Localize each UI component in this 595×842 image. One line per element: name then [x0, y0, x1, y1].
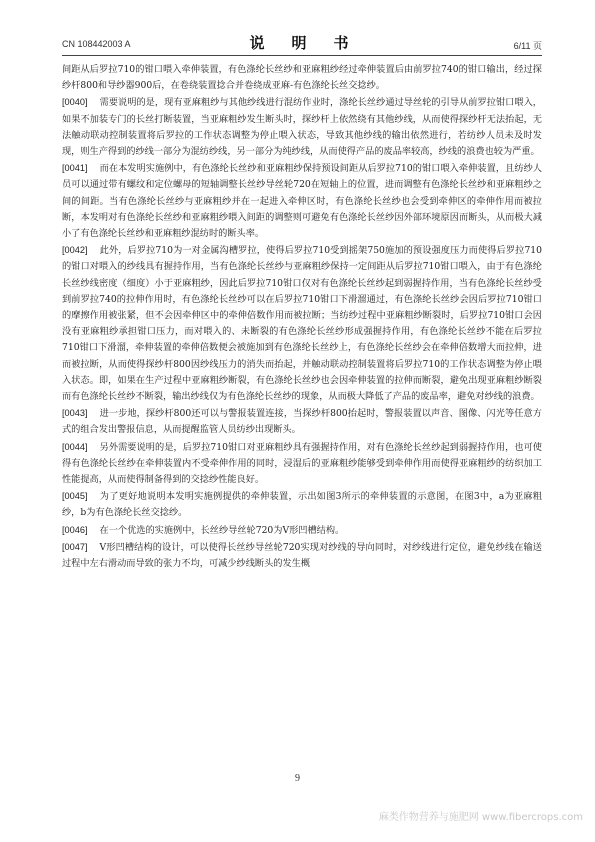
paragraph-number: [0043] [62, 408, 88, 419]
paragraph-text: 间距从后罗拉710的钳口喂入牵伸装置，有色涤纶长丝纱和亚麻粗纱经过牵伸装置后由前罗拉740的钳口输出，经过探纱杆800和导纱器900后，在卷绕装置捻合并卷绕成亚麻-有色涤纶长丝交捻纱。 [62, 64, 542, 92]
paragraph-number: [0046] [62, 524, 88, 535]
paragraph-text: 在一个优选的实施例中，长丝纱导丝轮720为V形凹槽结构。 [99, 524, 345, 536]
paragraph [62, 94, 542, 160]
document-body [62, 62, 542, 762]
page-number: 9 [295, 773, 300, 784]
patent-number: CN 108442003 A [62, 39, 131, 49]
document-title: 说 明 书 [249, 35, 355, 52]
paragraph-text: 需要说明的是，现有亚麻粗纱与其他纱线进行混纺作业时，涤纶长丝纱通过导丝轮的引导从前罗拉钳口喂入，如果不加装专门的长丝打断装置，当亚麻粗纱发生断头时，探纱杆上依然绕有其他纱线，从而使得探纱杆无法抬起，无法触动联动控制装置将后罗拉的工作状态调整为停止喂入状态，导致其他纱线的输出依然进行，若纺纱人员未及时发现，则生产得到的纱线一部分为混纺纱线，另一部分为纯纱线，从而使得产品的废品率较高，纱线的浪费也较为严重。 [62, 97, 542, 158]
paragraph-number: [0041] [62, 163, 88, 174]
paragraph-text: 此外，后罗拉710为一对金属沟槽罗拉，使得后罗拉710受到摇架750施加的预设强度压力而使得后罗拉710的钳口对喂入的纱线具有握持作用，当有色涤纶长丝纱与亚麻粗纱保持一定间距从后罗拉710钳口喂入，由于有色涤纶长丝纱线密度（细度）小于亚麻粗纱，因此后罗拉710钳口仅对有色涤纶长丝纱起到弱握持作用，当有色涤纶长丝纱受到前罗拉740的拉伸作用时，有色涤纶长丝纱可以在后罗拉710钳口下滑溜通过，有色涤纶长丝纱会因后罗拉710钳口的摩擦作用被张紧，但不会因牵伸区中的牵伸倍数作用而被拉断；当纺纱过程中亚麻粗纱断裂时，后罗拉710钳口会因没有亚麻粗纱承担钳口压力，而对喂入的、未断裂的有色涤纶长丝纱形成强握持作用，有色涤纶长丝纱不能在后罗拉710钳口下滑溜，牵伸装置的牵伸倍数便会被施加到有色涤纶长丝纱上，有色涤纶长丝纱会在牵伸倍数增大而拉伸，进而被拉断，从而使得探纱杆800因纱线压力的消失而抬起，并触动联动控制装置将后罗拉710的工作状态调整为停止喂入状态。即，如果在生产过程中亚麻粗纱断裂，有色涤纶长丝纱也会因牵伸装置的拉伸而断裂，避免出现亚麻粗纱断裂而有色涤纶长丝纱不断裂，输出纱线仅为有色涤纶长丝纱的现象，从而极大降低了产品的废品率，避免对纱线的浪费。 [62, 245, 542, 403]
site-watermark: 麻类作物营养与施肥网 www.fibercrops.com [378, 812, 583, 823]
paragraph [62, 62, 542, 94]
paragraph-text: 而在本发明实施例中，有色涤纶长丝纱和亚麻粗纱保持预设间距从后罗拉710的钳口喂入牵伸装置，且纺纱人员可以通过带有螺纹和定位螺母的短轴调整长丝纱导丝轮720在短轴上的位置，进而调整有色涤纶长丝纱和亚麻粗纱之间的间距。当有色涤纶长丝纱与亚麻粗纱并在一起进入牵伸区时，有色涤纶长丝纱也会受到牵伸区的牵伸作用而被拉断，本发明对有色涤纶长丝纱和亚麻粗纱喂入间距的调整则可避免有色涤纶长丝纱因外部环境原因而断头，从而极大减小了有色涤纶长丝纱和亚麻粗纱混纺时的断头率。 [62, 163, 542, 240]
paragraph-number: [0047] [62, 541, 88, 552]
paragraph-text: V形凹槽结构的设计，可以使得长丝纱导丝轮720实现对纱线的导向同时，对纱线进行定位，避免纱线在输送过程中左右滑动而导致的张力不均，可减少纱线断头的发生概 [62, 541, 542, 570]
paragraph [62, 488, 542, 521]
page-header [62, 30, 542, 54]
paragraph-text: 进一步地，探纱杆800还可以与警报装置连接，当探纱杆800抬起时，警报装置以声音、图像、闪光等任意方式的组合发出警报信息，从而提醒监管人员纺纱出现断头。 [62, 408, 542, 436]
paragraph [62, 439, 542, 489]
paragraph [62, 160, 542, 242]
paragraph [62, 242, 542, 405]
paragraph-number: [0042] [62, 245, 88, 256]
header-rule [62, 55, 542, 56]
paragraph [62, 522, 542, 539]
paragraph-number: [0045] [62, 491, 88, 502]
paragraph-number: [0040] [62, 97, 88, 108]
paragraph-number: [0044] [62, 441, 88, 452]
paragraph [62, 539, 542, 572]
page-indicator: 6/11 页 [513, 41, 542, 51]
paragraph [62, 405, 542, 438]
paragraph-text: 为了更好地说明本发明实施例提供的牵伸装置，示出如图3所示的牵伸装置的示意图，在图3中，a为亚麻粗纱，b为有色涤纶长丝交捻纱。 [62, 491, 542, 519]
paragraph-text: 另外需要说明的是，后罗拉710钳口对亚麻粗纱具有强握持作用，对有色涤纶长丝纱起到弱握持作用，也可使得有色涤纶长丝纱在牵伸装置内不受牵伸作用的同时，浸湿后的亚麻粗纱能够受到牵伸作用而使得亚麻粗纱的纺织加工性能提高，从而使得制备得到的交捻纱性能良好。 [62, 441, 542, 486]
